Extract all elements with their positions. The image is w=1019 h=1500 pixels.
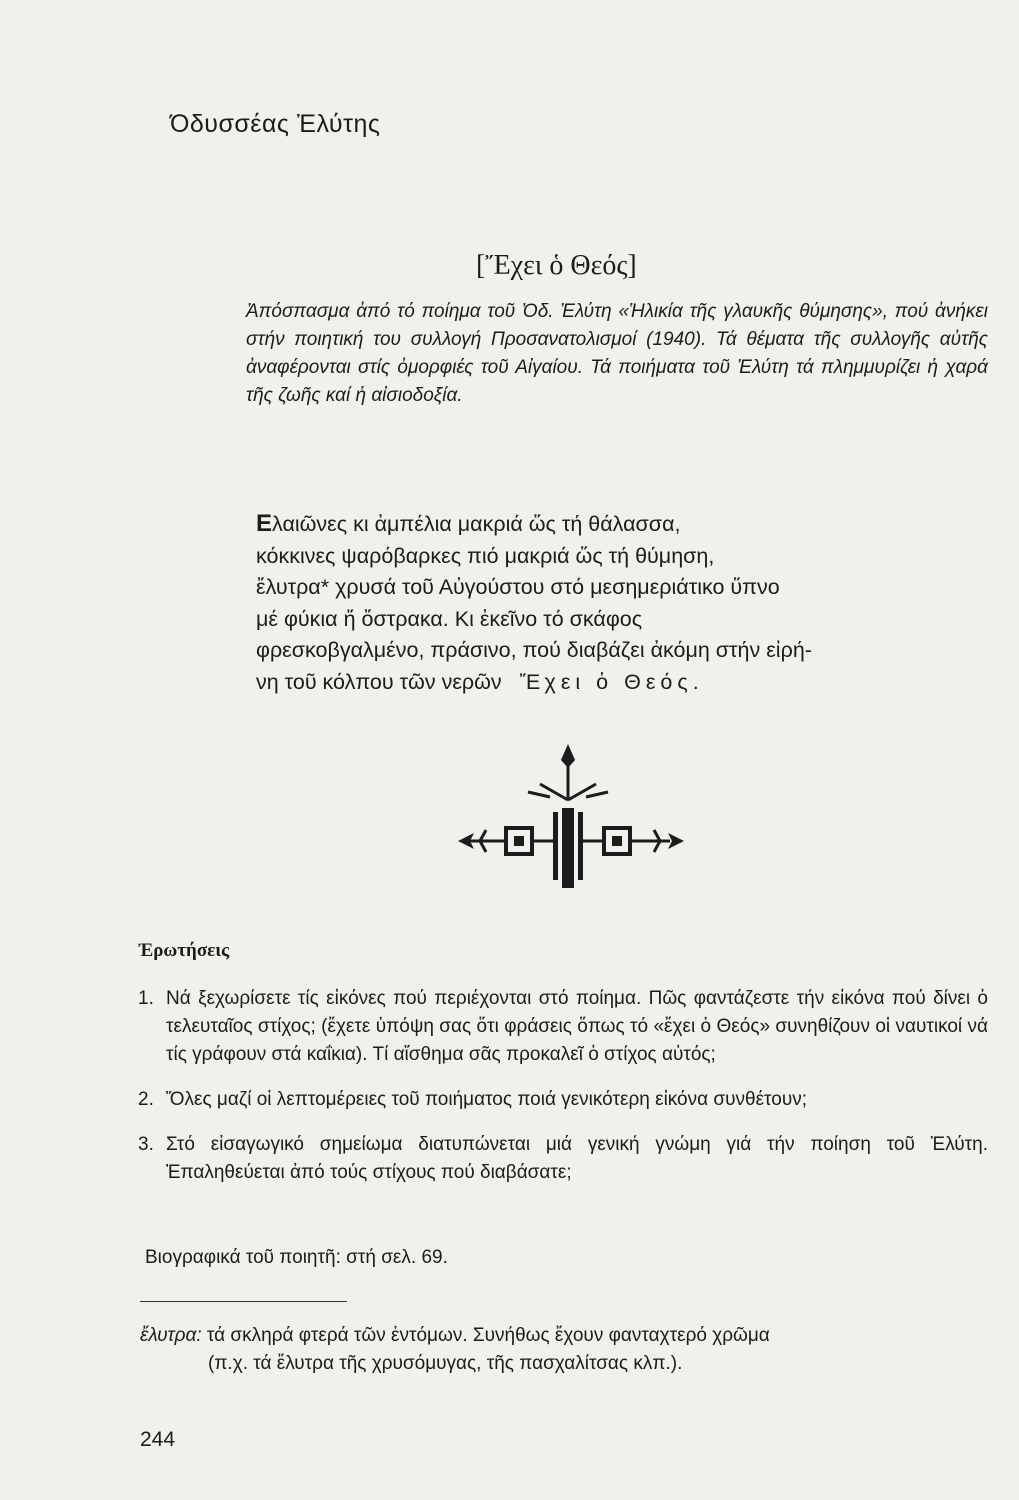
footnote-term: ἔλυτρα: (140, 1325, 202, 1346)
question-number: 1. (138, 988, 154, 1009)
poem-excerpt (256, 508, 996, 698)
intro-note: Ἀπόσπασμα ἀπό τό ποίημα τοῦ Ὀδ. Ἐλύτη «Ἡλικία τῆς γλαυκῆς θύμησης», πού ἀνήκει στήν ποιητική του συλλογή Προσανατολισμοί (1940). Τά θέματα τῆς συλλογῆς αὐτῆς ἀναφέρονται στίς ὀμορφιές τοῦ Αἰγαίου. Τά ποιήματα τοῦ Ἐλύτη τά πλημμυρίζει ἡ χαρά τῆς ζωῆς καί ἡ αἰσιοδοξία. (246, 301, 988, 406)
poem-line-1 (256, 508, 996, 541)
poem-line-4: μέ φύκια ἤ ὄστρακα. Κι ἐκεῖνο τό σκάφος (256, 606, 643, 631)
footnote (140, 1322, 990, 1378)
questions-list (138, 985, 988, 1204)
poem-line-6-phrase: Ἔχει ὁ Θεός. (519, 669, 704, 694)
footnote-divider (140, 1301, 347, 1302)
questions-heading: Ἐρωτήσεις (138, 940, 230, 961)
page-number: 244 (140, 1428, 176, 1451)
biography-reference: Βιογραφικά τοῦ ποιητῆ: στή σελ. 69. (145, 1247, 448, 1268)
question-item (138, 1086, 988, 1114)
poem-line-1-text: λαιῶνες κι ἀμπέλια μακριά ὥς τή θάλασσα, (272, 512, 681, 536)
poem-initial-letter: Ε (256, 510, 273, 537)
question-text: Στό εἰσαγωγικό σημείωμα διατυπώνεται μιά γενική γνώμη γιά τήν ποίηση τοῦ Ἐλύτη. Ἐπαληθεύεται ἀπό τούς στίχους πού διαβάσατε; (166, 1134, 988, 1183)
poem-line-6-text: νη τοῦ κόλπου τῶν νερῶν (256, 669, 502, 694)
footnote-text: τά σκληρά φτερά τῶν ἐντόμων. Συνήθως ἔχουν φανταχτερό χρῶμα (206, 1325, 770, 1346)
author-name: Όδυσσέας Ἐλύτης (170, 110, 381, 138)
question-text: Νά ξεχωρίσετε τίς εἰκόνες πού περιέχονται στό ποίημα. Πῶς φαντάζεστε τήν εἰκόνα πού δίνει ὁ τελευταῖος στίχος; (ἔχετε ὑπόψη σας ὅτι φράσεις ὅπως τό «ἔχει ὁ Θεός» συνηθίζουν οἱ ναυτικοί νά τίς γράφουν στά καΐκια). Τί αἴσθημα σᾶς προκαλεῖ ὁ στίχος αὐτός; (166, 988, 988, 1065)
poem-line-6 (256, 667, 996, 699)
question-item (138, 985, 988, 1069)
poem-line-5: φρεσκοβγαλμένο, πράσινο, πού διαβάζει ἀκόμη στήν εἰρή- (256, 638, 812, 662)
question-number: 2. (138, 1089, 154, 1110)
question-item (138, 1131, 988, 1187)
footnote-continuation: (π.χ. τά ἔλυτρα τῆς χρυσόμυγας, τῆς πασχαλίτσας κλπ.). (208, 1353, 683, 1374)
poem-line-3: ἔλυτρα* χρυσά τοῦ Αὐγούστου στό μεσημεριάτικο ὕπνο (256, 575, 780, 599)
decorative-ornament-icon (440, 742, 710, 892)
poem-title: [Ἔχει ὁ Θεός] (476, 250, 637, 281)
question-text: Ὅλες μαζί οἱ λεπτομέρειες τοῦ ποιήματος ποιά γενικότερη εἰκόνα συνθέτουν; (166, 1089, 808, 1110)
poem-line-2: κόκκινες ψαρόβαρκες πιό μακριά ὥς τή θύμηση, (256, 543, 715, 568)
question-number: 3. (138, 1134, 154, 1155)
